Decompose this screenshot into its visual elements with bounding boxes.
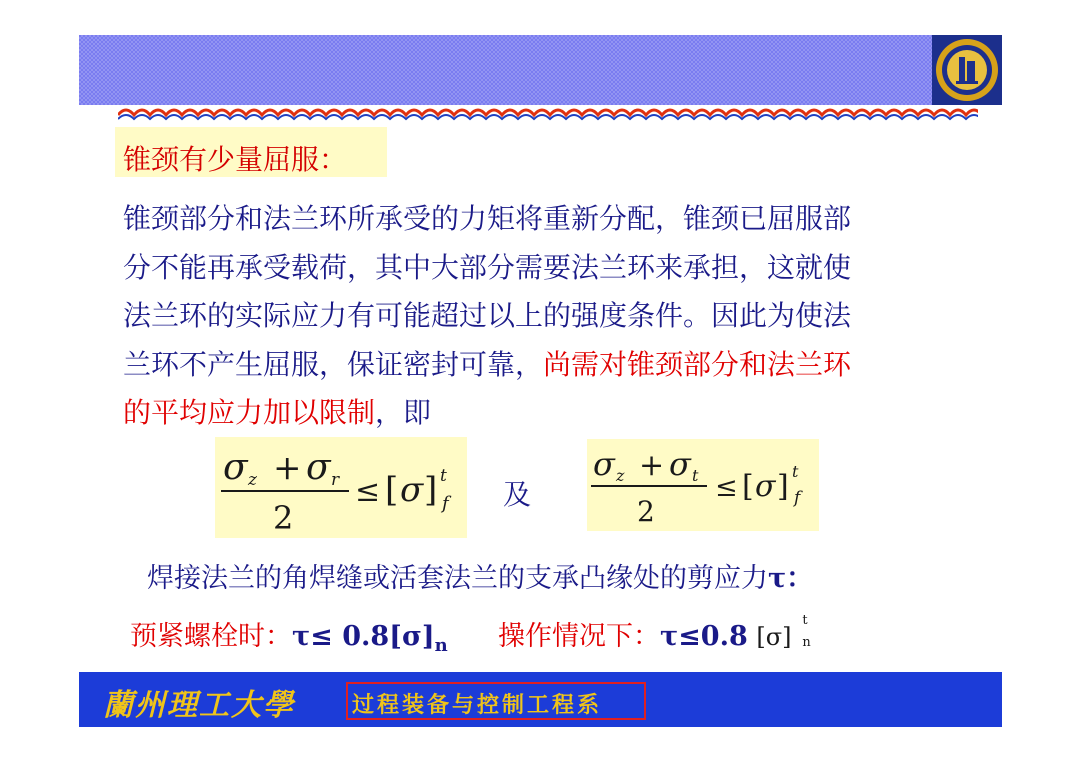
subscript: z bbox=[248, 470, 257, 490]
paragraph-line: 分不能再承受载荷，其中大部分需要法兰环来承担，这就使 bbox=[123, 250, 852, 284]
top-banner bbox=[79, 35, 932, 105]
sigma-symbol: σ bbox=[593, 445, 615, 483]
subscript: r bbox=[331, 470, 340, 490]
condition-subscript: n bbox=[802, 635, 811, 650]
condition-subscript: n bbox=[434, 635, 448, 656]
plus-sign: + bbox=[639, 448, 665, 483]
formula-radial bbox=[215, 437, 467, 538]
condition-expression: τ≤0.8 bbox=[660, 621, 748, 652]
school-logo-text: 蘭州理工大學 bbox=[103, 688, 295, 723]
formula-tangential bbox=[587, 439, 819, 531]
explanation-paragraph bbox=[123, 195, 938, 438]
subscript: z bbox=[616, 466, 625, 485]
paragraph-emphasis: 的平均应力加以限制 bbox=[123, 396, 376, 429]
university-seal-icon bbox=[932, 35, 1002, 105]
paragraph-line: 法兰环的实际应力有可能超过以上的强度条件。因此为使法 bbox=[123, 299, 852, 332]
paragraph-line: 锥颈部分和法兰环所承受的力矩将重新分配，锥颈已屈服部 bbox=[123, 202, 852, 235]
section-heading: 锥颈有少量屈服： bbox=[123, 143, 348, 176]
bracket-right: ] bbox=[777, 469, 789, 504]
paragraph-line bbox=[123, 341, 938, 390]
paragraph-text: ，即 bbox=[375, 396, 432, 429]
subscript: f bbox=[442, 493, 449, 514]
weld-text: 焊接法兰的角焊缝或活套法兰的支承凸缘处的剪应力 bbox=[147, 563, 768, 594]
subscript: f bbox=[794, 488, 801, 508]
less-equal-sign: ≤ bbox=[715, 472, 738, 503]
bracket-left: [ bbox=[385, 470, 399, 510]
pretightening-condition bbox=[130, 614, 448, 656]
department-name: 过程装备与控制工程系 bbox=[352, 692, 603, 718]
bracket-sigma: [σ] bbox=[756, 623, 792, 651]
denominator: 2 bbox=[273, 499, 294, 537]
subscript: t bbox=[692, 466, 699, 485]
condition-label: 预紧螺栓时： bbox=[130, 621, 292, 652]
paragraph-line bbox=[123, 389, 938, 438]
weld-shear-line bbox=[147, 556, 813, 595]
decorative-wave-divider bbox=[118, 103, 978, 125]
condition-bracket bbox=[756, 613, 811, 651]
sigma-symbol: σ bbox=[755, 469, 776, 504]
paragraph-emphasis: 尚需对锥颈部分和法兰环 bbox=[543, 347, 852, 381]
superscript: t bbox=[792, 462, 799, 481]
plus-sign: + bbox=[273, 448, 302, 488]
denominator: 2 bbox=[637, 495, 655, 528]
sigma-symbol: σ bbox=[306, 447, 331, 488]
tau-symbol: τ： bbox=[768, 563, 814, 594]
operating-condition bbox=[498, 613, 811, 653]
superscript: t bbox=[440, 466, 447, 486]
less-equal-sign: ≤ bbox=[355, 474, 381, 509]
bracket-left: [ bbox=[742, 469, 754, 504]
bracket-right: ] bbox=[424, 470, 438, 510]
connector-word: 及 bbox=[503, 478, 532, 511]
condition-expression: τ≤ 0.8[σ] bbox=[292, 621, 435, 652]
sigma-symbol: σ bbox=[223, 447, 248, 488]
sigma-symbol: σ bbox=[669, 445, 691, 483]
condition-superscript: t bbox=[802, 613, 808, 628]
sigma-symbol: σ bbox=[400, 470, 424, 510]
condition-label: 操作情况下： bbox=[498, 621, 660, 652]
paragraph-text: 兰环不产生屈服，保证密封可靠， bbox=[123, 347, 544, 381]
